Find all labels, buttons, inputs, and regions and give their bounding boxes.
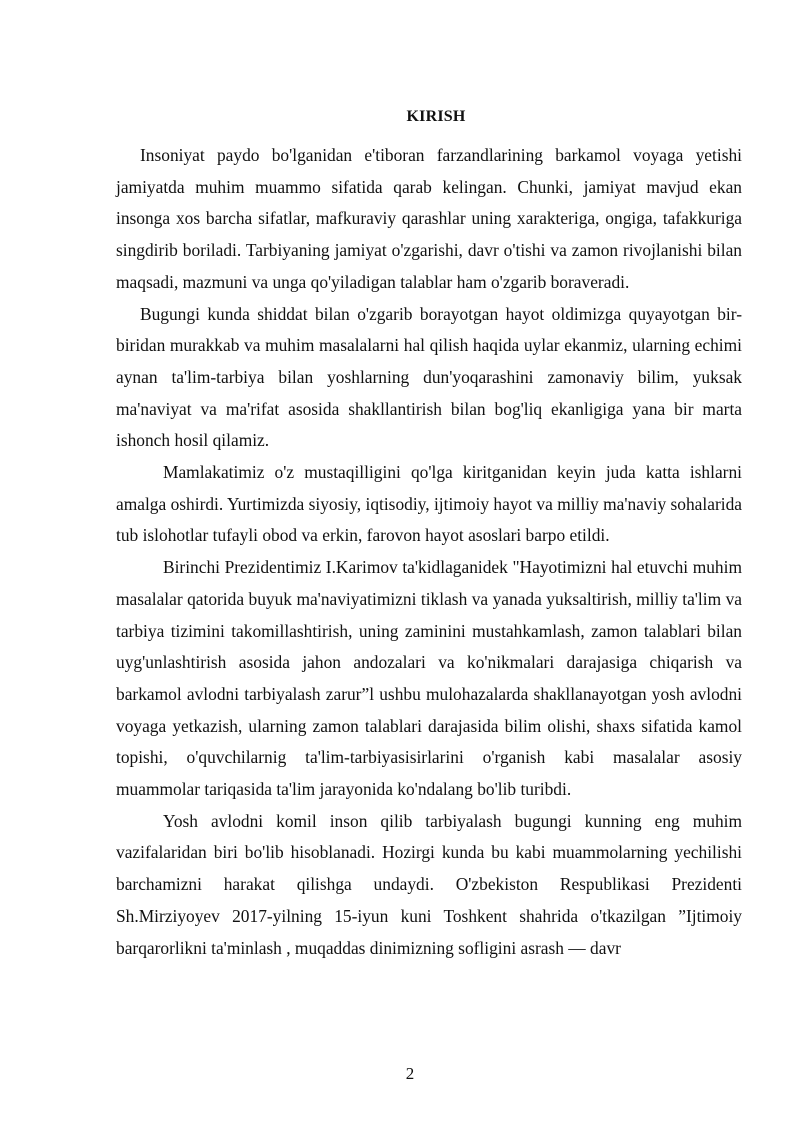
paragraph-1: Insoniyat paydo bo'lganidan e'tiboran farzandlarining barkamol voyaga yetishi jamiyatda muhim muammo sifatida qarab kelingan. Chunki, jamiyat mavjud ekan insonga xos barcha sifatlar, mafkuraviy qarashlar uning xarakteriga, ongiga, tafakkuriga singdirib boriladi. Tarbiyaning jamiyat o'zgarishi, davr o'tishi va zamon rivojlanishi bilan maqsadi, mazmuni va unga qo'yiladigan talablar ham o'zgarib boraveradi. [116, 145, 742, 292]
document-body [116, 140, 742, 964]
paragraph-5: Yosh avlodni komil inson qilib tarbiyalash bugungi kunning eng muhim vazifalaridan biri bo'lib hisoblanadi. Hozirgi kunda bu kabi muammolarning yechilishi barchamizni harakat qilishga undaydi. O'zbekiston Respublikasi Prezidenti Sh.Mirziyoyev 2017-yilning 15-iyun kuni Toshkent shahrida o'tkazilgan ”Ijtimoiy barqarorlikni ta'minlash , muqaddas dinimizning sofligini asrash — davr [116, 810, 742, 958]
page-number: 2 [405, 1064, 415, 1083]
paragraph-3: Mamlakatimiz o'z mustaqilligini qo'lga kiritganidan keyin juda katta ishlarni amalga oshirdi. Yurtimizda siyosiy, iqtisodiy, ijtimoiy hayot va milliy ma'naviy sohalarida tub islohotlar tufayli obod va erkin, farovon hayot asoslari barpo etildi. [116, 462, 742, 546]
paragraph-2: Bugungi kunda shiddat bilan o'zgarib borayotgan hayot oldimizga quyayotgan bir-biridan murakkab va muhim masalalarni hal qilish haqida uylar ekanmiz, ularning echimi aynan ta'lim-tarbiya bilan yoshlarning dun'yoqarashini zamonaviy bilim, yuksak ma'naviyat va ma'rifat asosida shakllantirish bilan bog'liq ekanligiga yana bir marta ishonch hosil qilamiz. [116, 303, 742, 451]
document-title: KIRISH [406, 108, 466, 125]
paragraph-4: Birinchi Prezidentimiz I.Karimov ta'kidlaganidek "Hayotimizni hal etuvchi muhim masalalar qatorida buyuk ma'naviyatimizni tiklash va yanada yuksaltirish, milliy ta'lim va tarbiya tizimini takomillashtirish, uning zaminini mustahkamlash, zamon talablari bilan uyg'unlashtirish asosida jahon andozalari va ko'nikmalari darajasiga chiqarish va barkamol avlodni tarbiyalash zarur”l ushbu mulohazalarda shakllanayotgan yosh avlodni voyaga yetkazish, ularning zamon talablari darajasida bilim olishi, shaxs sifatida kamol topishi, o'quvchilarnig ta'lim-tarbiyasisirlarini o'rganish kabi masalalar asosiy muammolar tariqasida ta'lim jarayonida ko'ndalang bo'lib turibdi. [116, 557, 742, 800]
